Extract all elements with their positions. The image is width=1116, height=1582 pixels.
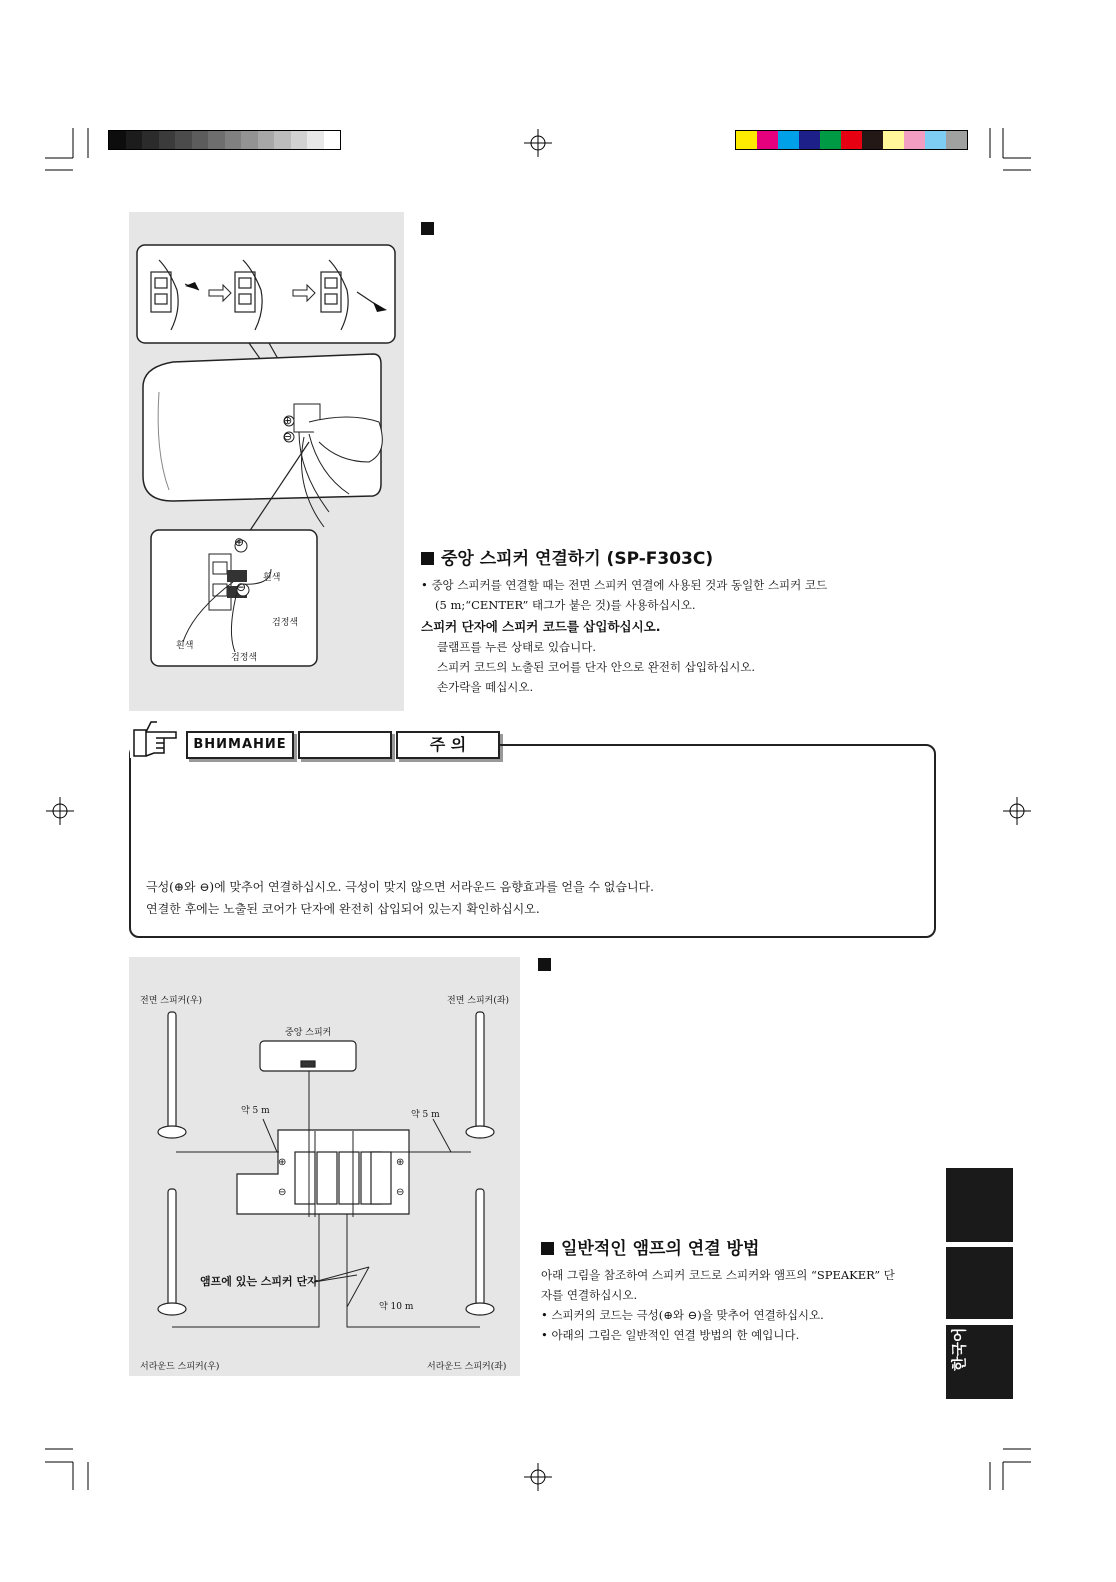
process-swatch [799,131,820,149]
center-speaker-illustration [129,212,404,711]
process-swatch [841,131,862,149]
process-swatch [904,131,925,149]
general-amp-heading-text: 일반적인 앰프의 연결 방법 [561,1239,760,1259]
caution-header-rule [500,744,920,746]
gray-swatch [307,131,324,149]
caution-label-blank [298,731,392,759]
center-speaker-heading [421,544,881,569]
label-black-2: 검정색 [231,653,258,663]
side-tab-korean-label: 한국어 [950,1327,968,1371]
gray-swatch [274,131,291,149]
minus-symbol-speaker: ⊖ [283,430,293,443]
label-white-1: 흰색 [263,573,281,583]
approx-10m: 약 10 m [379,1302,414,1312]
step-1: 클램프를 누른 상태로 있습니다. [437,640,597,654]
grayscale-calibration-bar [108,130,341,150]
side-tab-1[interactable] [946,1168,1013,1242]
center-speaker-heading-text: 중앙 스피커 연결하기 (SP-F303C) [441,549,714,569]
general-amp-bullet-2: • 아래의 그림은 일반적인 연결 방법의 한 예입니다. [541,1328,800,1342]
gray-swatch [126,131,143,149]
gray-swatch [142,131,159,149]
general-amp-para-cont: 자를 연결하십시오. [541,1288,638,1302]
process-color-calibration-bar [735,130,968,150]
gray-swatch [159,131,176,149]
general-amp-bullet-1-text: 스피커의 코드는 극성(⊕와 ⊖)을 맞추어 연결하십시오. [551,1308,824,1322]
approx-5m-right: 약 5 m [411,1110,440,1120]
process-swatch [883,131,904,149]
center-speaker-section [421,544,881,697]
process-swatch [946,131,967,149]
label-black-1: 검정색 [272,618,299,628]
process-swatch [736,131,757,149]
gray-swatch [258,131,275,149]
side-tab-korean[interactable] [946,1325,1013,1399]
center-speaker-bullet-cont: (5 m;“CENTER” 태그가 붙은 것)를 사용하십시오. [435,598,696,612]
minus-symbol-top: ⊖ [236,580,247,594]
front-left-label: 전면 스피커(좌) [447,996,510,1006]
general-amp-para: 아래 그림을 참조하여 스피커 코드로 스피커와 앰프의 “SPEAKER” 단 [541,1268,895,1282]
heading-square [541,1242,554,1255]
surround-left-label: 서라운드 스피커(좌) [427,1362,507,1372]
amp-plus-right: ⊕ [396,1157,405,1168]
general-amp-section [541,1234,941,1345]
caution-label-ko: 주 의 [396,731,500,759]
plus-symbol-speaker: ⊕ [283,414,293,427]
speaker-layout-diagram [129,957,520,1376]
general-amp-heading [541,1234,941,1259]
amp-terminals-label: 앰프에 있는 스피커 단자 [200,1275,318,1288]
step-3: 손가락을 떼십시오. [437,680,534,694]
gray-swatch [175,131,192,149]
process-swatch [925,131,946,149]
plus-symbol-top: ⊕ [234,535,245,549]
side-tab-2[interactable] [946,1247,1013,1319]
caution-label-ru: ВНИМАНИЕ [186,731,294,759]
general-amp-bullet-2-text: 아래의 그림은 일반적인 연결 방법의 한 예입니다. [551,1328,800,1342]
caution-line-1: 극성(⊕와 ⊖)에 맞추어 연결하십시오. 극성이 맞지 않으면 서라운드 음향효과를 얻을 수 없습니다. [146,880,654,894]
step-2: 스피커 코드의 노출된 코어를 단자 안으로 완전히 삽입하십시오. [437,660,756,674]
label-white-2: 흰색 [176,641,194,651]
gray-swatch [109,131,126,149]
process-swatch [862,131,883,149]
heading-square [421,552,434,565]
center-speaker-subheading: 스피커 단자에 스피커 코드를 삽입하십시오. [421,619,661,634]
center-label: 중앙 스피커 [285,1028,332,1038]
section-bullet-empty-bottom [538,958,551,971]
amp-minus-left: ⊖ [278,1187,287,1198]
general-amp-bullet-1: • 스피커의 코드는 극성(⊕와 ⊖)을 맞추어 연결하십시오. [541,1308,824,1322]
section-bullet-empty-top [421,222,434,235]
process-swatch [820,131,841,149]
amp-minus-right: ⊖ [396,1187,405,1198]
approx-5m-left: 약 5 m [241,1106,270,1116]
gray-swatch [291,131,308,149]
gray-swatch [225,131,242,149]
caution-line-2: 연결한 후에는 노출된 코어가 단자에 완전히 삽입되어 있는지 확인하십시오. [146,902,540,916]
center-speaker-bullet-text: 중앙 스피커를 연결할 때는 전면 스피커 연결에 사용된 것과 동일한 스피커 코드 [431,578,828,592]
gray-swatch [192,131,209,149]
amp-plus-left: ⊕ [278,1157,287,1168]
gray-swatch [241,131,258,149]
surround-right-label: 서라운드 스피커(우) [140,1362,220,1372]
pointing-hand-icon [131,718,181,758]
process-swatch [778,131,799,149]
center-speaker-bullet: • 중앙 스피커를 연결할 때는 전면 스피커 연결에 사용된 것과 동일한 스피커 코드 [421,578,828,592]
process-swatch [757,131,778,149]
front-right-label: 전면 스피커(우) [140,996,203,1006]
gray-swatch [324,131,341,149]
gray-swatch [208,131,225,149]
